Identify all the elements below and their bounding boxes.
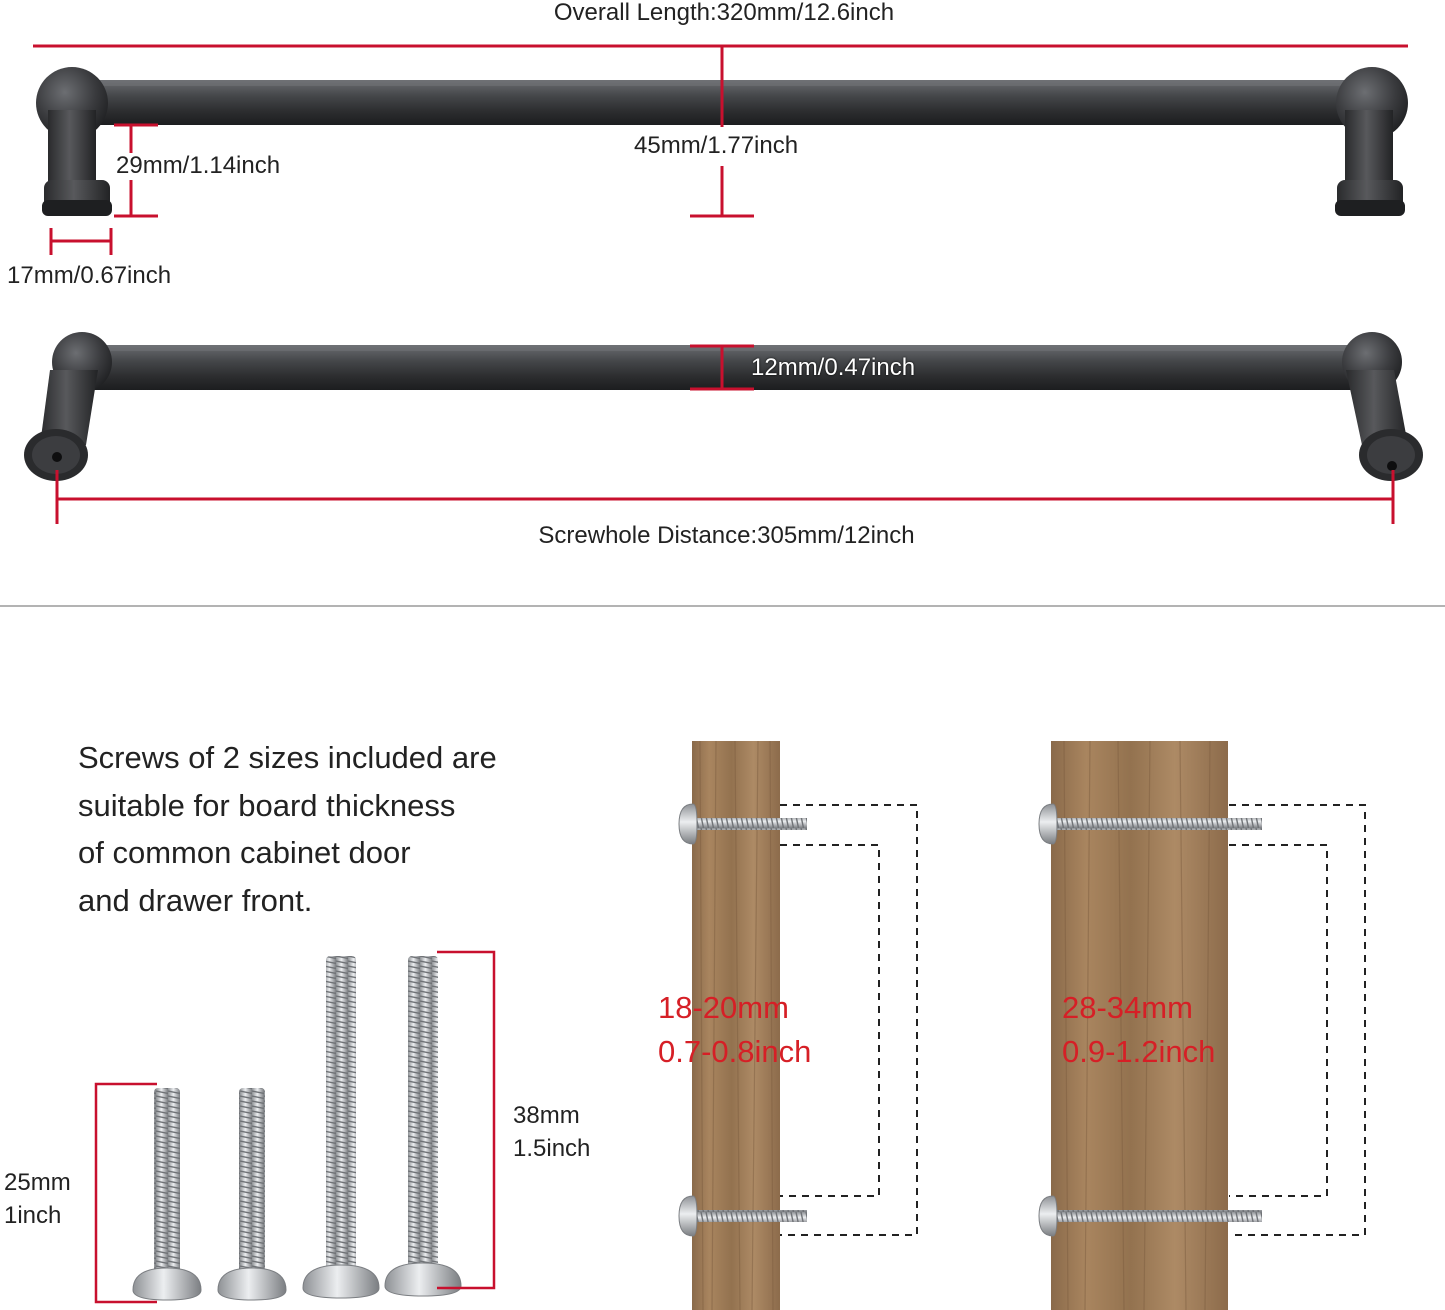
thin-board-thickness-label	[658, 986, 811, 1074]
screw-short-1	[133, 1088, 201, 1300]
short-screw-size-label	[4, 1166, 71, 1232]
screw-long-1	[303, 956, 379, 1298]
handle-height-label: 45mm/1.77inch	[634, 132, 799, 159]
long-screw-size-label	[513, 1099, 590, 1165]
long-screw-inch: 1.5inch	[513, 1135, 591, 1162]
post-height-label: 29mm/1.14inch	[116, 152, 281, 179]
thick-board-thickness-label	[1062, 986, 1215, 1074]
screw-long-2	[385, 956, 461, 1296]
screw-short-2	[218, 1088, 286, 1300]
screws-description	[78, 734, 497, 924]
thick-board-inch: 0.9-1.2inch	[1062, 1034, 1216, 1070]
description-line: Screws of 2 sizes included are	[78, 740, 497, 775]
bar-diameter-label: 12mm/0.47inch	[751, 354, 916, 381]
thick-board-mm: 28-34mm	[1062, 990, 1193, 1025]
short-screw-mm: 25mm	[4, 1169, 71, 1196]
description-line: of common cabinet door	[78, 835, 411, 870]
long-screw-mm: 38mm	[513, 1102, 580, 1129]
screwhole-distance-label: Screwhole Distance:305mm/12inch	[538, 522, 915, 549]
description-line: and drawer front.	[78, 882, 313, 918]
short-screw-inch: 1inch	[4, 1202, 62, 1229]
thin-board-inch: 0.7-0.8inch	[658, 1034, 812, 1070]
post-width-label: 17mm/0.67inch	[7, 262, 172, 289]
overall-length-label: Overall Length:320mm/12.6inch	[553, 0, 895, 26]
screws-group	[133, 956, 461, 1300]
thin-board-mm: 18-20mm	[658, 990, 789, 1025]
description-line: suitable for board thickness	[78, 787, 456, 823]
